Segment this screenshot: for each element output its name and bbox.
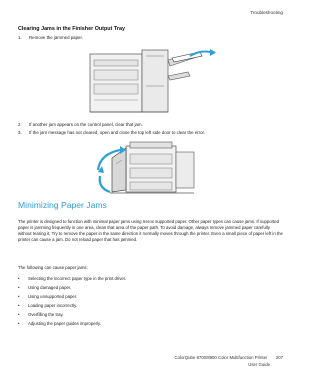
section-title: Minimizing Paper Jams <box>18 200 107 210</box>
step-text: If another jam appears on the control panel, clear that jam. <box>29 122 143 127</box>
footer-guide: User Guide <box>248 362 270 367</box>
section-heading: Clearing Jams in the Finisher Output Tray <box>18 26 125 32</box>
finisher-illustration <box>88 46 218 118</box>
bullet-text: Loading paper incorrectly. <box>28 303 78 308</box>
bullet-icon: • <box>18 294 20 299</box>
bullet-item <box>18 312 278 318</box>
bullet-icon: • <box>18 303 20 308</box>
page-number: 207 <box>275 355 283 360</box>
footer-product <box>175 355 284 360</box>
bullet-icon: • <box>18 285 20 290</box>
step-number: 3. <box>18 130 22 135</box>
bullet-icon: • <box>18 312 20 317</box>
step-number: 2. <box>18 122 22 127</box>
printer-door-illustration <box>90 140 200 196</box>
bullet-item <box>18 276 278 282</box>
bullet-text: Using damaged paper. <box>28 285 72 290</box>
step-text: Remove the jammed paper. <box>29 35 83 40</box>
paragraph-intro: The following can cause paper jams: <box>18 265 88 270</box>
bullet-item <box>18 321 278 327</box>
bullet-text: Adjusting the paper guides improperly. <box>28 321 102 326</box>
bullet-item <box>18 303 278 309</box>
step-text: If the jam message has not cleared, open and close the top left side door to clear the error. <box>29 130 205 135</box>
bullet-item <box>18 294 278 300</box>
step-number: 1. <box>18 35 22 40</box>
bullet-text: Using unsupported paper. <box>28 294 78 299</box>
footer-product-name: ColorQube 8700/8900 Color Multifunction Printer <box>174 355 268 360</box>
bullet-text: Overfilling the tray. <box>28 312 64 317</box>
step-1 <box>18 35 278 41</box>
step-2 <box>18 122 278 128</box>
bullet-text: Selecting the incorrect paper type in the print driver. <box>28 276 127 281</box>
bullet-icon: • <box>18 321 20 326</box>
paragraph: The printer is designed to function with minimal paper jams using Xerox supported paper. Other paper types can cause jams. If supported paper is jamming frequently in one area, clean that area of the paper path. To avoid damage, always remove jammed paper carefully without tearing it. Try to remove the paper in the same direction it normally moves through the printer. Even a small piece of paper left in the printer can cause a jam. Do not reload paper that has jammed. <box>18 219 283 243</box>
running-header: Troubleshooting <box>250 10 283 15</box>
bullet-item <box>18 285 278 291</box>
bullet-icon: • <box>18 276 20 281</box>
step-3 <box>18 130 288 136</box>
